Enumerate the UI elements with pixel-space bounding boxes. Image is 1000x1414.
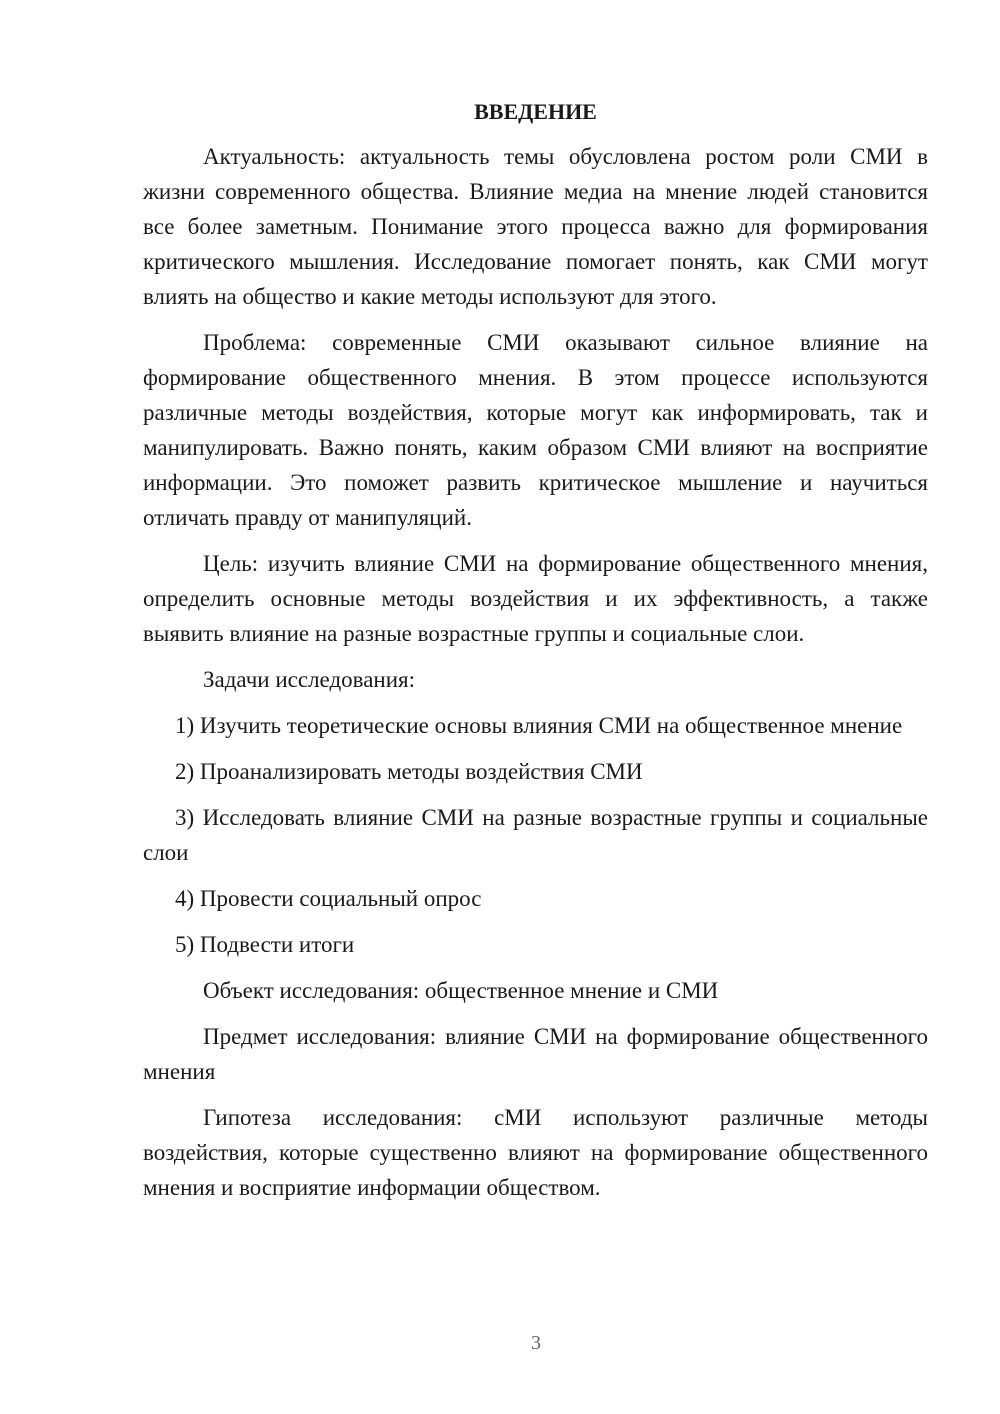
- section-title: ВВЕДЕНИЕ: [474, 99, 597, 124]
- task-item: 5) Подвести итоги: [175, 932, 355, 957]
- task-item: 4) Провести социальный опрос: [175, 886, 482, 911]
- tasks-heading: Задачи исследования:: [203, 667, 416, 692]
- task-item: 3) Исследовать влияние СМИ на разные возрастные группы и социальные слои: [143, 805, 928, 865]
- task-item: 2) Проанализировать методы воздействия СМИ: [175, 759, 643, 784]
- object-paragraph: Объект исследования: общественное мнение и СМИ: [203, 978, 719, 1003]
- page-number: 3: [531, 1332, 541, 1354]
- problem-paragraph: Проблема: современные СМИ оказывают сильное влияние на формирование общественного мнения. В этом процессе используются различные методы воздействия, которые могут как информировать, так и манипулировать. Важно понять, каким образом СМИ влияют на восприятие информации. Это поможет развить критическое мышление и научиться отличать правду от манипуляций.: [143, 330, 928, 530]
- subject-paragraph: Предмет исследования: влияние СМИ на формирование общественного мнения: [143, 1024, 928, 1084]
- hypothesis-paragraph: Гипотеза исследования: сМИ используют различные методы воздействия, которые существенно влияют на формирование общественного мнения и восприятие информации обществом.: [143, 1105, 928, 1200]
- relevance-paragraph: Актуальность: актуальность темы обусловлена ростом роли СМИ в жизни современного общества. Влияние медиа на мнение людей становится все более заметным. Понимание этого процесса важно для формирования критического мышления. Исследование помогает понять, как СМИ могут влиять на общество и какие методы используют для этого.: [143, 144, 928, 309]
- task-item: 1) Изучить теоретические основы влияния СМИ на общественное мнение: [175, 713, 903, 738]
- page-content: [143, 94, 928, 1205]
- goal-paragraph: Цель: изучить влияние СМИ на формирование общественного мнения, определить основные методы воздействия и их эффективность, а также выявить влияние на разные возрастные группы и социальные слои.: [143, 551, 928, 646]
